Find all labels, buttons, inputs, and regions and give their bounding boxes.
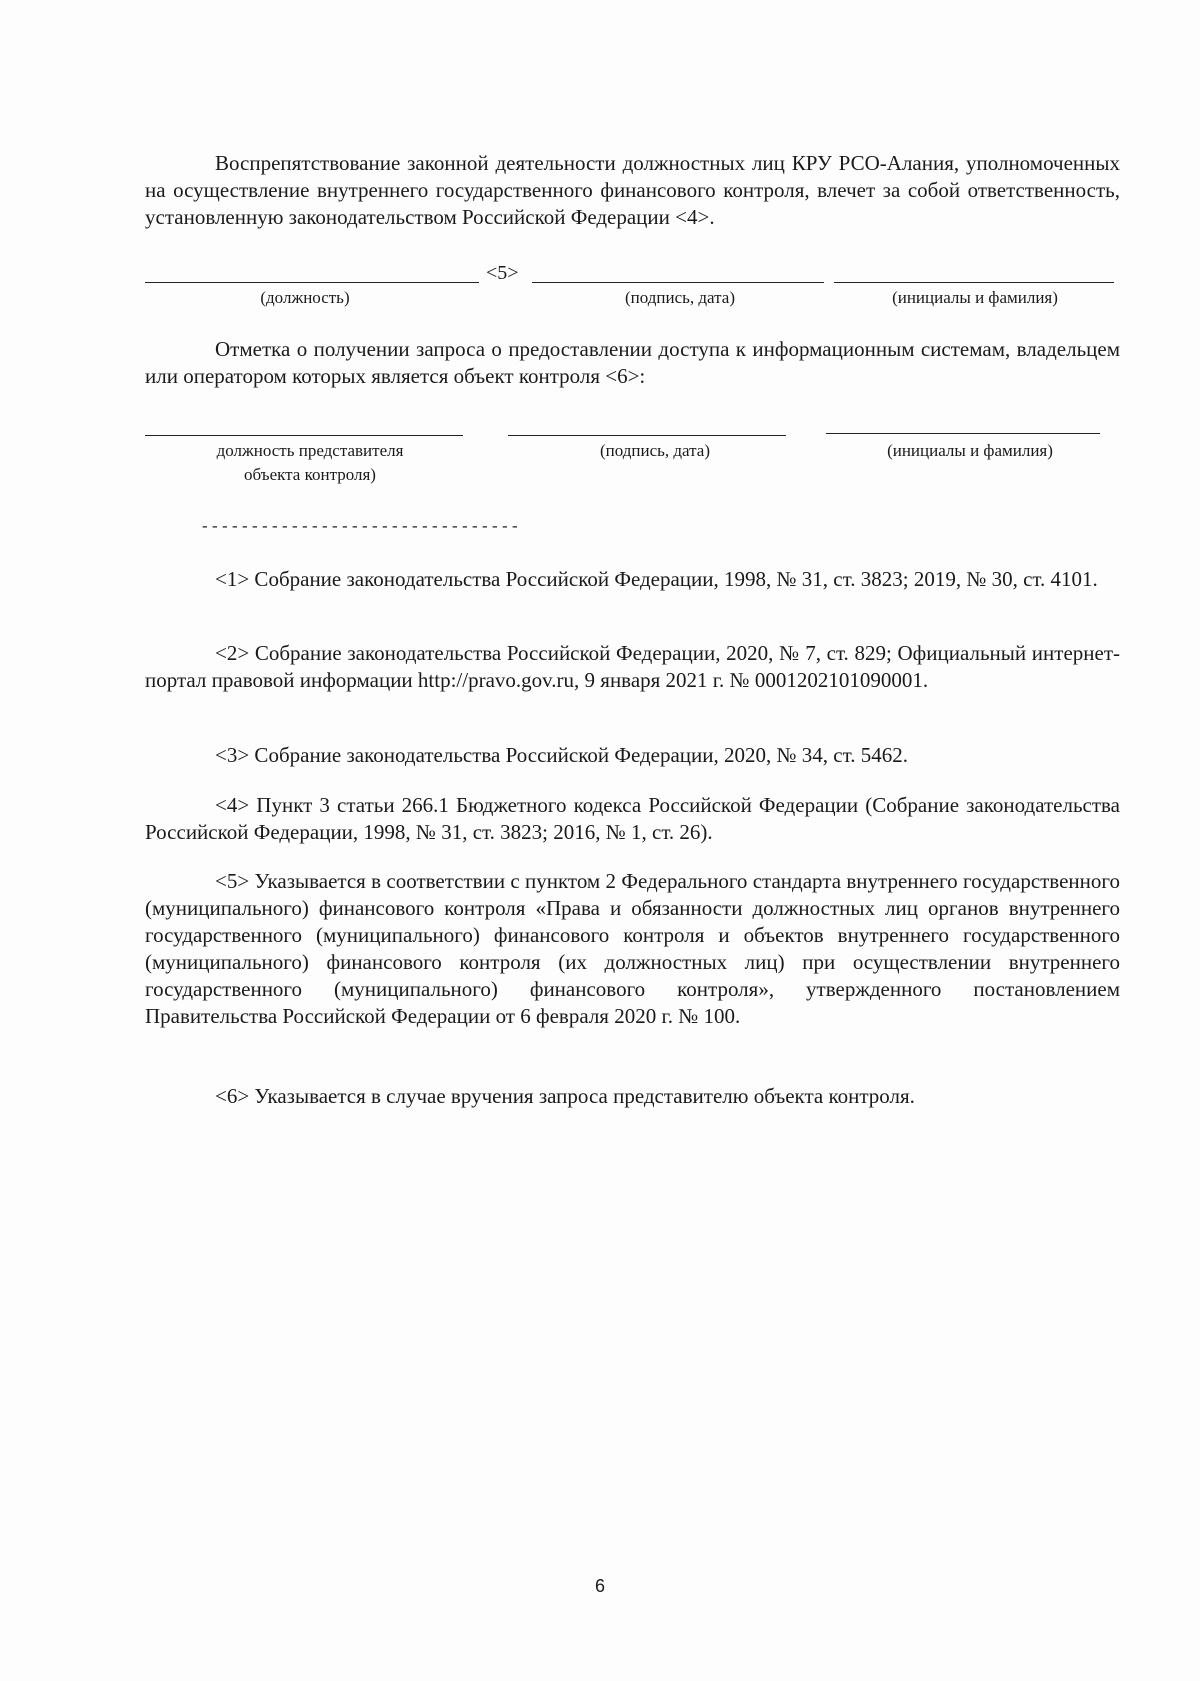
page-number: 6 (594, 1576, 605, 1596)
position-signature-line (145, 282, 479, 283)
footnote-separator: -------------------------------- (200, 518, 521, 536)
obstruction-paragraph: Воспрепятствование законной деятельности должностных лиц КРУ РСО-Алания, уполномоченных на осуществление внутреннего государственного финансового контроля, влечет за собой ответственность, установленную законодательством Российской Федерации <4>. (145, 151, 1120, 229)
footnote-6: <6> Указывается в случае вручения запроса представителю объекта контроля. (215, 1084, 915, 1108)
position-caption: (должность) (260, 288, 350, 307)
footnote-5: <5> Указывается в соответствии с пунктом 2 Федерального стандарта внутреннего государственного (муниципального) финансового контроля «Права и обязанности должностных лиц органов внутреннего государственного (муниципального) финансового контроля и объектов внутреннего государственного (муниципального) финансового контроля (их должностных лиц) при осуществлении внутреннего государственного (муниципального) финансового контроля», утвержденного постановлением Правительства Российской Федерации от 6 февраля 2020 г. № 100. (145, 869, 1120, 1028)
name-signature-line (834, 282, 1114, 283)
receipt-mark-paragraph: Отметка о получении запроса о предоставлении доступа к информационным системам, владельцем или оператором которых является объект контроля <6>: (145, 337, 1120, 388)
representative-position-caption-line1: должность представителя (216, 441, 404, 460)
footnote-3: <3> Собрание законодательства Российской Федерации, 2020, № 34, ст. 5462. (215, 743, 908, 767)
representative-name-line (826, 433, 1100, 434)
footnote-2: <2> Собрание законодательства Российской Федерации, 2020, № 7, ст. 829; Официальный интернет-портал правовой информации http://pravo.gov.ru, 9 января 2021 г. № 0001202101090001. (145, 641, 1120, 692)
representative-signature-line (508, 435, 786, 436)
name-caption: (инициалы и фамилия) (892, 288, 1058, 307)
signature-caption: (подпись, дата) (624, 288, 735, 307)
representative-position-line (145, 435, 463, 436)
footnote-4: <4> Пункт 3 статьи 266.1 Бюджетного кодекса Российской Федерации (Собрание законодательства Российской Федерации, 1998, № 31, ст. 3823; 2016, № 1, ст. 26). (145, 793, 1120, 844)
footnote-marker-5: <5> (486, 262, 519, 284)
signature-line (532, 282, 824, 283)
footnote-1: <1> Собрание законодательства Российской Федерации, 1998, № 31, ст. 3823; 2019, № 30, ст. 4101. (215, 567, 1098, 591)
representative-name-caption: (инициалы и фамилия) (887, 441, 1053, 460)
representative-position-caption-line2: объекта контроля) (244, 465, 376, 484)
representative-signature-caption: (подпись, дата) (599, 441, 710, 460)
